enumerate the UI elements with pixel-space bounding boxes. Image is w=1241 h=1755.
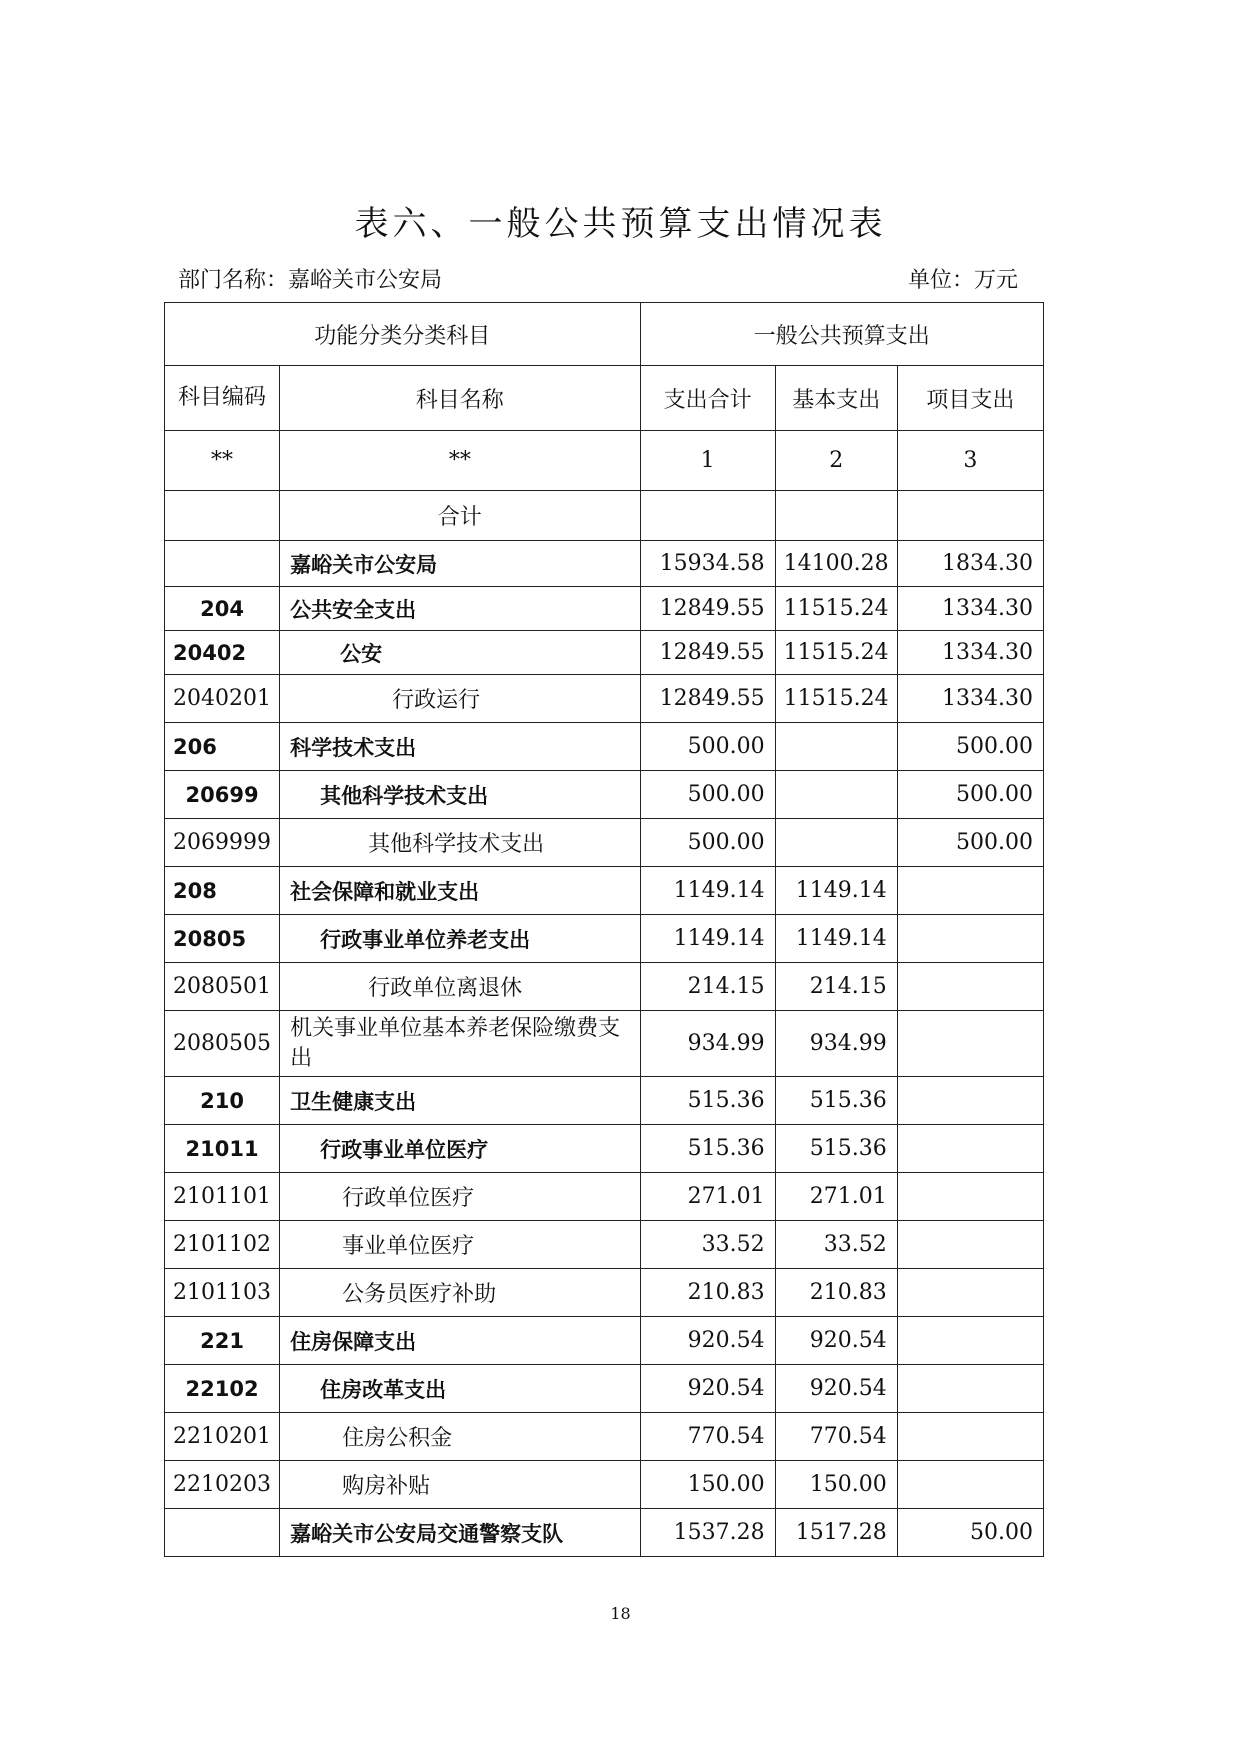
row-name: 住房改革支出 bbox=[280, 1365, 640, 1413]
header-project: 项目支出 bbox=[897, 366, 1043, 431]
row-project: 500.00 bbox=[897, 723, 1043, 771]
row-project: 50.00 bbox=[897, 1509, 1043, 1557]
table-row bbox=[165, 963, 1044, 1011]
row-project bbox=[897, 1317, 1043, 1365]
row-code: 206 bbox=[165, 723, 280, 771]
row-total: 214.15 bbox=[640, 963, 775, 1011]
index-name: ** bbox=[280, 431, 640, 491]
row-basic: 920.54 bbox=[775, 1365, 897, 1413]
header-basic: 基本支出 bbox=[775, 366, 897, 431]
row-project bbox=[897, 1221, 1043, 1269]
table-row bbox=[165, 771, 1044, 819]
row-project bbox=[897, 1365, 1043, 1413]
row-name: 住房公积金 bbox=[280, 1413, 640, 1461]
row-basic: 150.00 bbox=[775, 1461, 897, 1509]
row-project bbox=[897, 1413, 1043, 1461]
row-name: 其他科学技术支出 bbox=[280, 771, 640, 819]
row-basic bbox=[775, 491, 897, 541]
index-3: 3 bbox=[897, 431, 1043, 491]
row-total: 12849.55 bbox=[640, 675, 775, 723]
row-code: 22102 bbox=[165, 1365, 280, 1413]
row-basic: 1149.14 bbox=[775, 915, 897, 963]
row-basic: 210.83 bbox=[775, 1269, 897, 1317]
index-2: 2 bbox=[775, 431, 897, 491]
row-total: 12849.55 bbox=[640, 587, 775, 631]
table-row bbox=[165, 491, 1044, 541]
row-basic: 515.36 bbox=[775, 1077, 897, 1125]
row-name: 行政运行 bbox=[280, 675, 640, 723]
table-row bbox=[165, 1365, 1044, 1413]
row-project: 1834.30 bbox=[897, 541, 1043, 587]
row-basic: 271.01 bbox=[775, 1173, 897, 1221]
row-project bbox=[897, 1011, 1043, 1077]
table-row bbox=[165, 867, 1044, 915]
row-basic: 14100.28 bbox=[775, 541, 897, 587]
row-code: 2040201 bbox=[165, 675, 280, 723]
row-project bbox=[897, 1461, 1043, 1509]
table-row bbox=[165, 1461, 1044, 1509]
row-project: 500.00 bbox=[897, 819, 1043, 867]
row-total: 1149.14 bbox=[640, 867, 775, 915]
row-total: 1149.14 bbox=[640, 915, 775, 963]
table-row bbox=[165, 1221, 1044, 1269]
header-row-1 bbox=[165, 303, 1044, 366]
row-total: 920.54 bbox=[640, 1317, 775, 1365]
row-total: 12849.55 bbox=[640, 631, 775, 675]
row-project: 1334.30 bbox=[897, 587, 1043, 631]
page-number: 18 bbox=[610, 1604, 631, 1623]
row-code: 21011 bbox=[165, 1125, 280, 1173]
header-row-2 bbox=[165, 366, 1044, 431]
header-category: 功能分类分类科目 bbox=[165, 303, 641, 366]
index-code: ** bbox=[165, 431, 280, 491]
row-name: 行政事业单位医疗 bbox=[280, 1125, 640, 1173]
row-basic: 11515.24 bbox=[775, 631, 897, 675]
row-code: 2080501 bbox=[165, 963, 280, 1011]
header-index-row bbox=[165, 431, 1044, 491]
row-code: 221 bbox=[165, 1317, 280, 1365]
table-row bbox=[165, 1509, 1044, 1557]
row-basic: 920.54 bbox=[775, 1317, 897, 1365]
row-name: 嘉峪关市公安局 bbox=[280, 541, 640, 587]
row-name: 行政事业单位养老支出 bbox=[280, 915, 640, 963]
header-budget: 一般公共预算支出 bbox=[640, 303, 1043, 366]
table-row bbox=[165, 1317, 1044, 1365]
row-project: 1334.30 bbox=[897, 675, 1043, 723]
row-basic: 515.36 bbox=[775, 1125, 897, 1173]
table-row bbox=[165, 541, 1044, 587]
row-total: 770.54 bbox=[640, 1413, 775, 1461]
row-code bbox=[165, 491, 280, 541]
row-basic: 1517.28 bbox=[775, 1509, 897, 1557]
row-code: 2210203 bbox=[165, 1461, 280, 1509]
row-total: 500.00 bbox=[640, 771, 775, 819]
row-code bbox=[165, 541, 280, 587]
row-basic bbox=[775, 771, 897, 819]
table-row bbox=[165, 1125, 1044, 1173]
row-project bbox=[897, 491, 1043, 541]
row-name: 行政单位医疗 bbox=[280, 1173, 640, 1221]
row-total: 210.83 bbox=[640, 1269, 775, 1317]
row-code: 2101103 bbox=[165, 1269, 280, 1317]
row-project: 1334.30 bbox=[897, 631, 1043, 675]
row-name: 公安 bbox=[280, 631, 640, 675]
row-total: 515.36 bbox=[640, 1125, 775, 1173]
row-project bbox=[897, 867, 1043, 915]
table-row bbox=[165, 587, 1044, 631]
row-total: 15934.58 bbox=[640, 541, 775, 587]
row-name: 公务员医疗补助 bbox=[280, 1269, 640, 1317]
row-name: 机关事业单位基本养老保险缴费支出 bbox=[280, 1011, 640, 1077]
row-basic: 1149.14 bbox=[775, 867, 897, 915]
table-row bbox=[165, 1413, 1044, 1461]
row-total: 1537.28 bbox=[640, 1509, 775, 1557]
row-basic: 214.15 bbox=[775, 963, 897, 1011]
row-basic: 770.54 bbox=[775, 1413, 897, 1461]
row-project bbox=[897, 1173, 1043, 1221]
department-label: 部门名称：嘉峪关市公安局 bbox=[178, 268, 443, 293]
page-title: 表六、一般公共预算支出情况表 bbox=[354, 204, 887, 244]
row-total: 271.01 bbox=[640, 1173, 775, 1221]
header-total: 支出合计 bbox=[640, 366, 775, 431]
row-name: 嘉峪关市公安局交通警察支队 bbox=[280, 1509, 640, 1557]
row-project bbox=[897, 1269, 1043, 1317]
header-name: 科目名称 bbox=[280, 366, 640, 431]
row-name: 卫生健康支出 bbox=[280, 1077, 640, 1125]
row-basic bbox=[775, 723, 897, 771]
table-row bbox=[165, 1011, 1044, 1077]
row-project bbox=[897, 1077, 1043, 1125]
row-name: 其他科学技术支出 bbox=[280, 819, 640, 867]
row-code: 20805 bbox=[165, 915, 280, 963]
row-total: 33.52 bbox=[640, 1221, 775, 1269]
row-total: 934.99 bbox=[640, 1011, 775, 1077]
row-code bbox=[165, 1509, 280, 1557]
index-1: 1 bbox=[640, 431, 775, 491]
row-project bbox=[897, 1125, 1043, 1173]
table-row bbox=[165, 1077, 1044, 1125]
row-code: 20402 bbox=[165, 631, 280, 675]
row-basic bbox=[775, 819, 897, 867]
table-row bbox=[165, 1173, 1044, 1221]
row-name: 行政单位离退休 bbox=[280, 963, 640, 1011]
row-name: 公共安全支出 bbox=[280, 587, 640, 631]
row-name: 购房补贴 bbox=[280, 1461, 640, 1509]
row-name: 合计 bbox=[280, 491, 640, 541]
row-basic: 11515.24 bbox=[775, 675, 897, 723]
row-project bbox=[897, 915, 1043, 963]
budget-table bbox=[164, 302, 1044, 1557]
row-basic: 11515.24 bbox=[775, 587, 897, 631]
row-code: 2080505 bbox=[165, 1011, 280, 1077]
row-total: 515.36 bbox=[640, 1077, 775, 1125]
row-name: 事业单位医疗 bbox=[280, 1221, 640, 1269]
row-total bbox=[640, 491, 775, 541]
row-total: 920.54 bbox=[640, 1365, 775, 1413]
table-row bbox=[165, 631, 1044, 675]
row-name: 社会保障和就业支出 bbox=[280, 867, 640, 915]
header-code: 科目编码 bbox=[165, 366, 280, 431]
row-code: 208 bbox=[165, 867, 280, 915]
row-total: 500.00 bbox=[640, 723, 775, 771]
row-project: 500.00 bbox=[897, 771, 1043, 819]
unit-label: 单位：万元 bbox=[908, 268, 1019, 293]
row-name: 住房保障支出 bbox=[280, 1317, 640, 1365]
table-row bbox=[165, 1269, 1044, 1317]
table-row bbox=[165, 723, 1044, 771]
table-row bbox=[165, 915, 1044, 963]
row-code: 2069999 bbox=[165, 819, 280, 867]
row-total: 150.00 bbox=[640, 1461, 775, 1509]
row-code: 20699 bbox=[165, 771, 280, 819]
row-code: 210 bbox=[165, 1077, 280, 1125]
row-basic: 934.99 bbox=[775, 1011, 897, 1077]
row-code: 2210201 bbox=[165, 1413, 280, 1461]
row-total: 500.00 bbox=[640, 819, 775, 867]
row-basic: 33.52 bbox=[775, 1221, 897, 1269]
row-code: 2101102 bbox=[165, 1221, 280, 1269]
row-project bbox=[897, 963, 1043, 1011]
table-row bbox=[165, 675, 1044, 723]
table-row bbox=[165, 819, 1044, 867]
row-code: 204 bbox=[165, 587, 280, 631]
row-code: 2101101 bbox=[165, 1173, 280, 1221]
row-name: 科学技术支出 bbox=[280, 723, 640, 771]
